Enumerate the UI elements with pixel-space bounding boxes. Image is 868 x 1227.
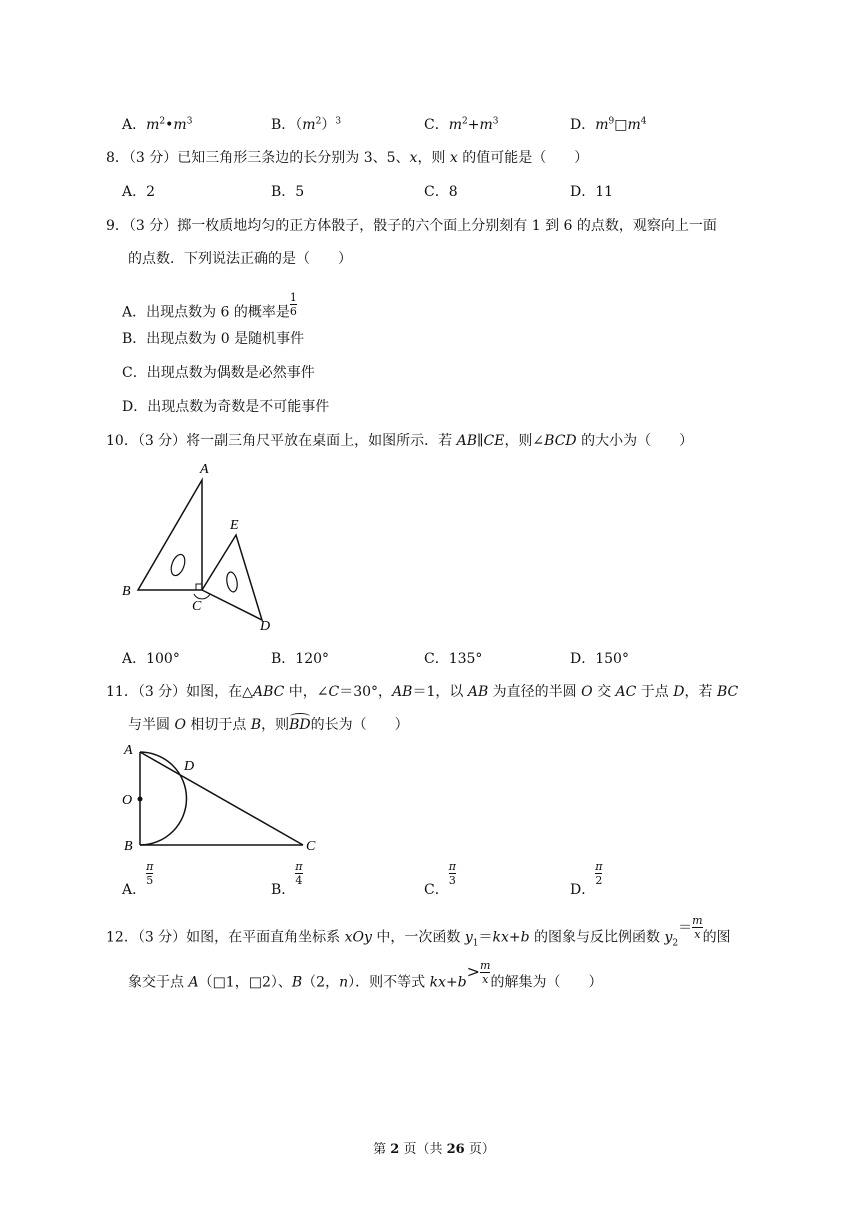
label-c: C [192, 599, 202, 614]
label-b: B [122, 584, 131, 599]
label-c: C [306, 839, 316, 854]
q9-option-c: C．出现点数为偶数是必然事件 [122, 365, 315, 381]
label-o: O [122, 793, 133, 808]
q9-option-a: A．出现点数为 6 的概率是 $\frac{1}{6}$ [122, 291, 297, 321]
label-e: E [230, 518, 239, 533]
set-square-large [138, 480, 202, 590]
set-square-small-hole [225, 571, 238, 592]
page-number: 2 [390, 1142, 400, 1157]
page-footer: 第 2 页（共 26 页） [373, 1142, 495, 1157]
q11-semicircle-figure [118, 738, 328, 856]
q10-option-a: A．100° [122, 651, 180, 667]
label-b: B [124, 839, 133, 854]
page-total: 26 [446, 1142, 465, 1157]
set-square-small [202, 535, 262, 620]
q11-option-b: B． $\frac{\pi}{4}$ [271, 860, 303, 898]
label-a: A [124, 743, 133, 758]
q8-option-c: C．8 [424, 184, 458, 200]
q11-option-c: C． $\frac{\pi}{3}$ [424, 860, 456, 898]
q7-option-b: B．$(m^2)^3$ [271, 116, 342, 133]
set-square-large-hole [169, 553, 188, 578]
q9-stem-line2: 的点数．下列说法正确的是（ ） [128, 251, 352, 267]
q12-stem-line2: 象交于点 A（□1，□2）、B（2，n）．则不等式 kx+b> $\frac{m}{x}$ 的解集为（ ） [128, 959, 603, 991]
segment-ac [140, 752, 303, 845]
q11-stem-line2: 与半圆 O 相切于点 B，则 BD的长为（ ） [128, 714, 409, 734]
q8-option-b: B．5 [271, 184, 305, 200]
q7-option-a: A．$m^2•m^3$ [122, 116, 193, 133]
q9-stem-line1: 9．（3 分）掷一枚质地均匀的正方体骰子，骰子的六个面上分别刻有 1 到 6 的点数，观察向上一面 [106, 218, 717, 234]
q11-option-a: A． $\frac{\pi}{5}$ [122, 860, 154, 898]
q7-option-d: D．$m^9□m^4$ [570, 116, 647, 133]
q10-option-c: C．135° [424, 651, 483, 667]
label-d: D [184, 759, 195, 774]
right-angle-mark [196, 584, 202, 590]
q8-stem: 8．（3 分）已知三角形三条边的长分别为 3、5、x，则 x 的值可能是（ ） [106, 150, 589, 166]
q12-stem-line1: 12．（3 分）如图，在平面直角坐标系 xOy 中，一次函数 $y_1=kx+b$ 的图象与反比例函数 $y_2=$ $\frac{m}{x}$ 的图 [106, 914, 731, 949]
label-d: D [260, 619, 271, 634]
q10-option-d: D．150° [570, 651, 629, 667]
q7-option-c: C．$m^2+m^3$ [424, 116, 499, 133]
center-o [138, 797, 143, 802]
q10-stem: 10．（3 分）将一副三角尺平放在桌面上，如图所示．若 AB∥CE，则∠BCD 的大小为（ ） [106, 433, 694, 449]
q9-option-d: D．出现点数为奇数是不可能事件 [122, 399, 330, 415]
q8-option-a: A．2 [122, 184, 156, 200]
arc-bd: BD [289, 717, 311, 733]
q9-fraction: $\frac{1}{6}$ [289, 291, 297, 318]
q8-option-d: D．11 [570, 184, 614, 200]
q10-triangles-figure [110, 455, 290, 640]
q9-option-b: B．出现点数为 0 是随机事件 [122, 331, 305, 347]
q11-stem-line1: 11．（3 分）如图，在△ABC 中，∠C＝30°，AB＝1，以 AB 为直径的半圆 O 交 AC 于点 D，若 BC [106, 684, 739, 700]
label-a: A [200, 462, 209, 477]
q11-option-d: D． $\frac{\pi}{2}$ [570, 860, 603, 898]
q10-option-b: B．120° [271, 651, 330, 667]
